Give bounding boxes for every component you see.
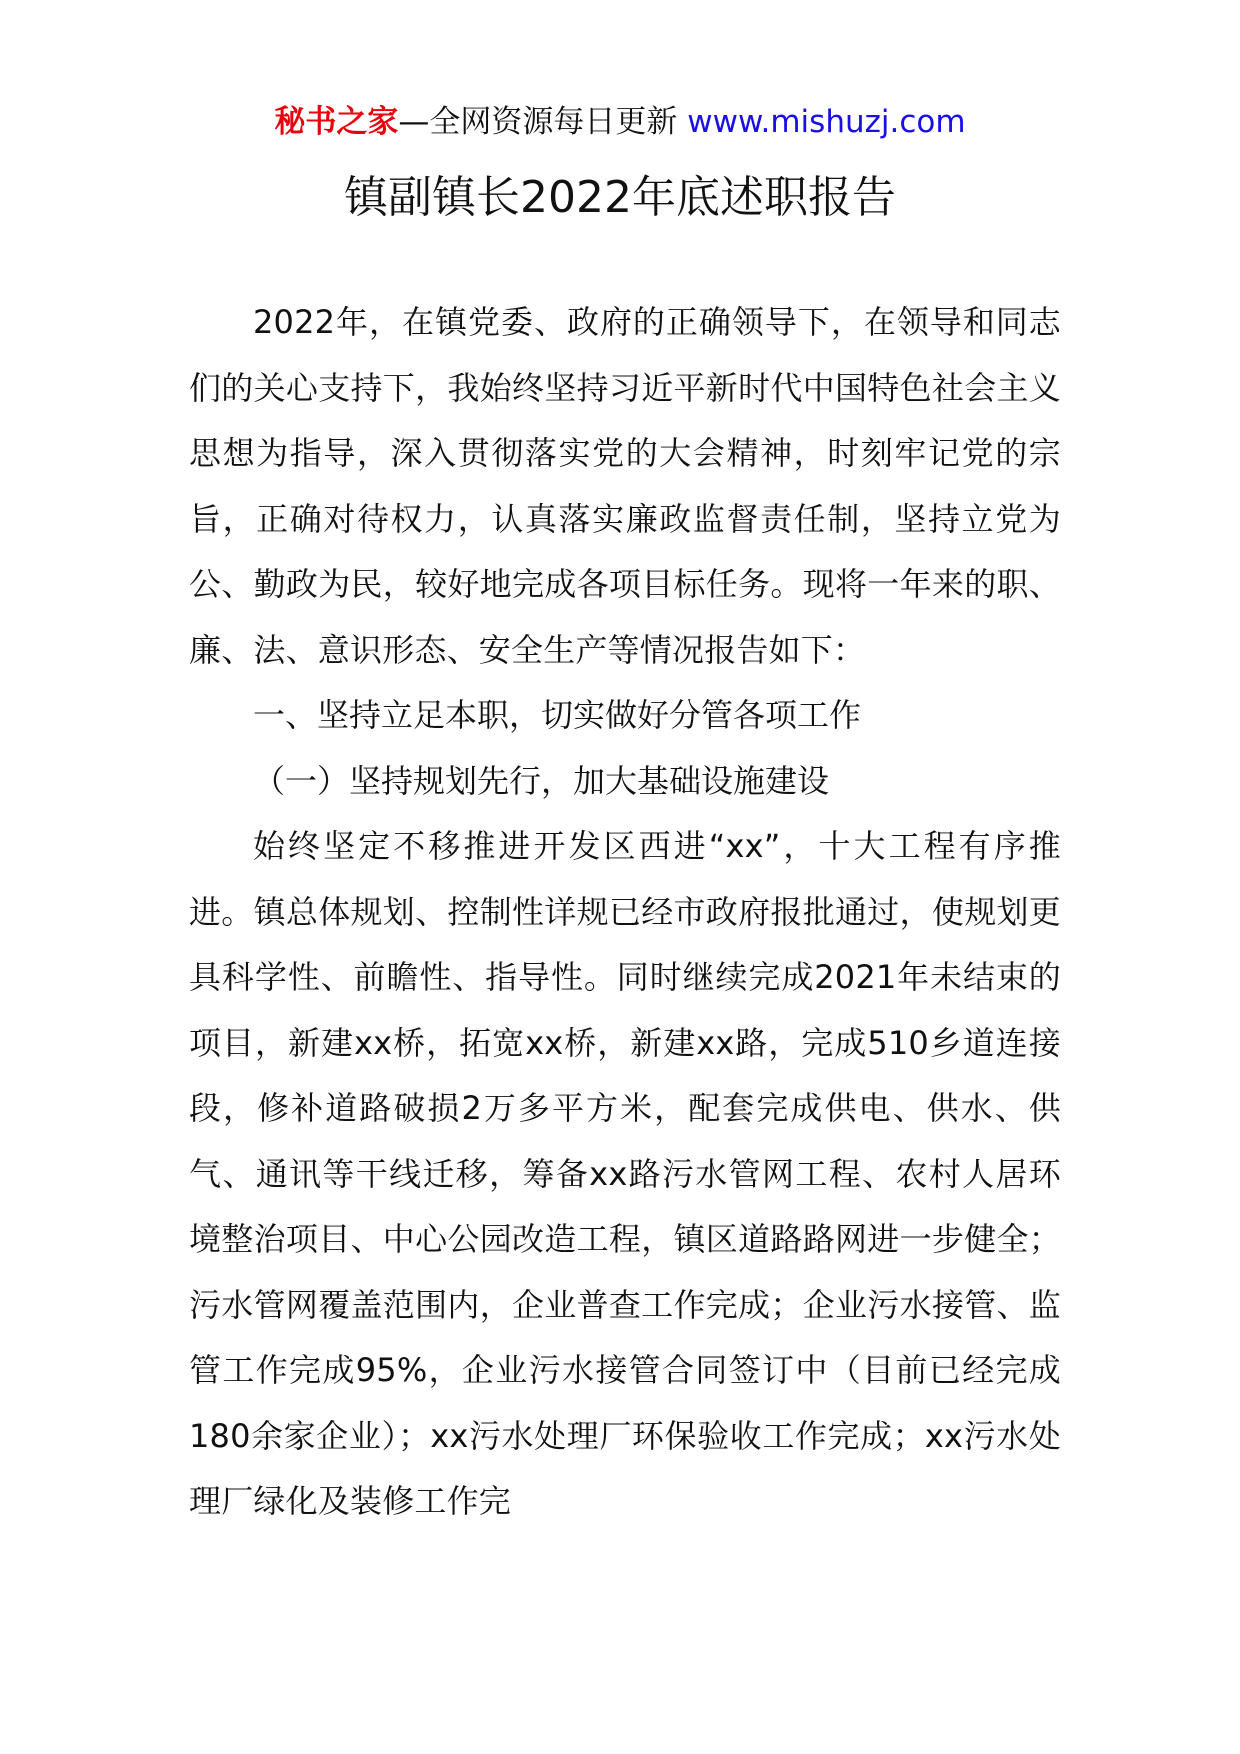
header-slogan: —全网资源每日更新	[398, 104, 678, 140]
page-header	[0, 100, 1240, 144]
document-title: 镇副镇长2022年底述职报告	[344, 172, 896, 223]
document-body	[189, 290, 1061, 1535]
subsection-heading: （一）坚持规划先行，加大基础设施建设	[253, 761, 830, 800]
section-heading: 一、坚持立足本职，切实做好分管各项工作	[253, 696, 862, 734]
section-paragraph: 始终坚定不移推进开发区西进“xx”，十大工程有序推进。镇总体规划、控制性详规已经市政府报批通过，使规划更具科学性、前瞻性、指导性。同时继续完成2021年未结束的项目，新建xx桥，拓宽xx桥，新建xx路，完成510乡道连接段，修补道路破损2万多平方米，配套完成供电、供水、供气、通讯等干线迁移，筹备xx路污水管网工程、农村人居环境整治项目、中心公园改造工程，镇区道路路网进一步健全；污水管网覆盖范围内，企业普查工作完成；企业污水接管、监管工作完成95%，企业污水接管合同签订中（目前已经完成180余家企业）；xx污水处理厂环保验收工作完成；xx污水处理厂绿化及装修工作完	[189, 827, 1061, 1520]
header-brand: 秘书之家	[274, 104, 399, 140]
header-url-link[interactable]: www.mishuzj.com	[687, 104, 966, 140]
intro-paragraph: 2022年，在镇党委、政府的正确领导下，在领导和同志们的关心支持下，我始终坚持习近平新时代中国特色社会主义思想为指导，深入贯彻落实党的大会精神，时刻牢记党的宗旨，正确对待权力，认真落实廉政监督责任制，坚持立党为公、勤政为民，较好地完成各项目标任务。现将一年来的职、廉、法、意识形态、安全生产等情况报告如下：	[189, 303, 1061, 669]
